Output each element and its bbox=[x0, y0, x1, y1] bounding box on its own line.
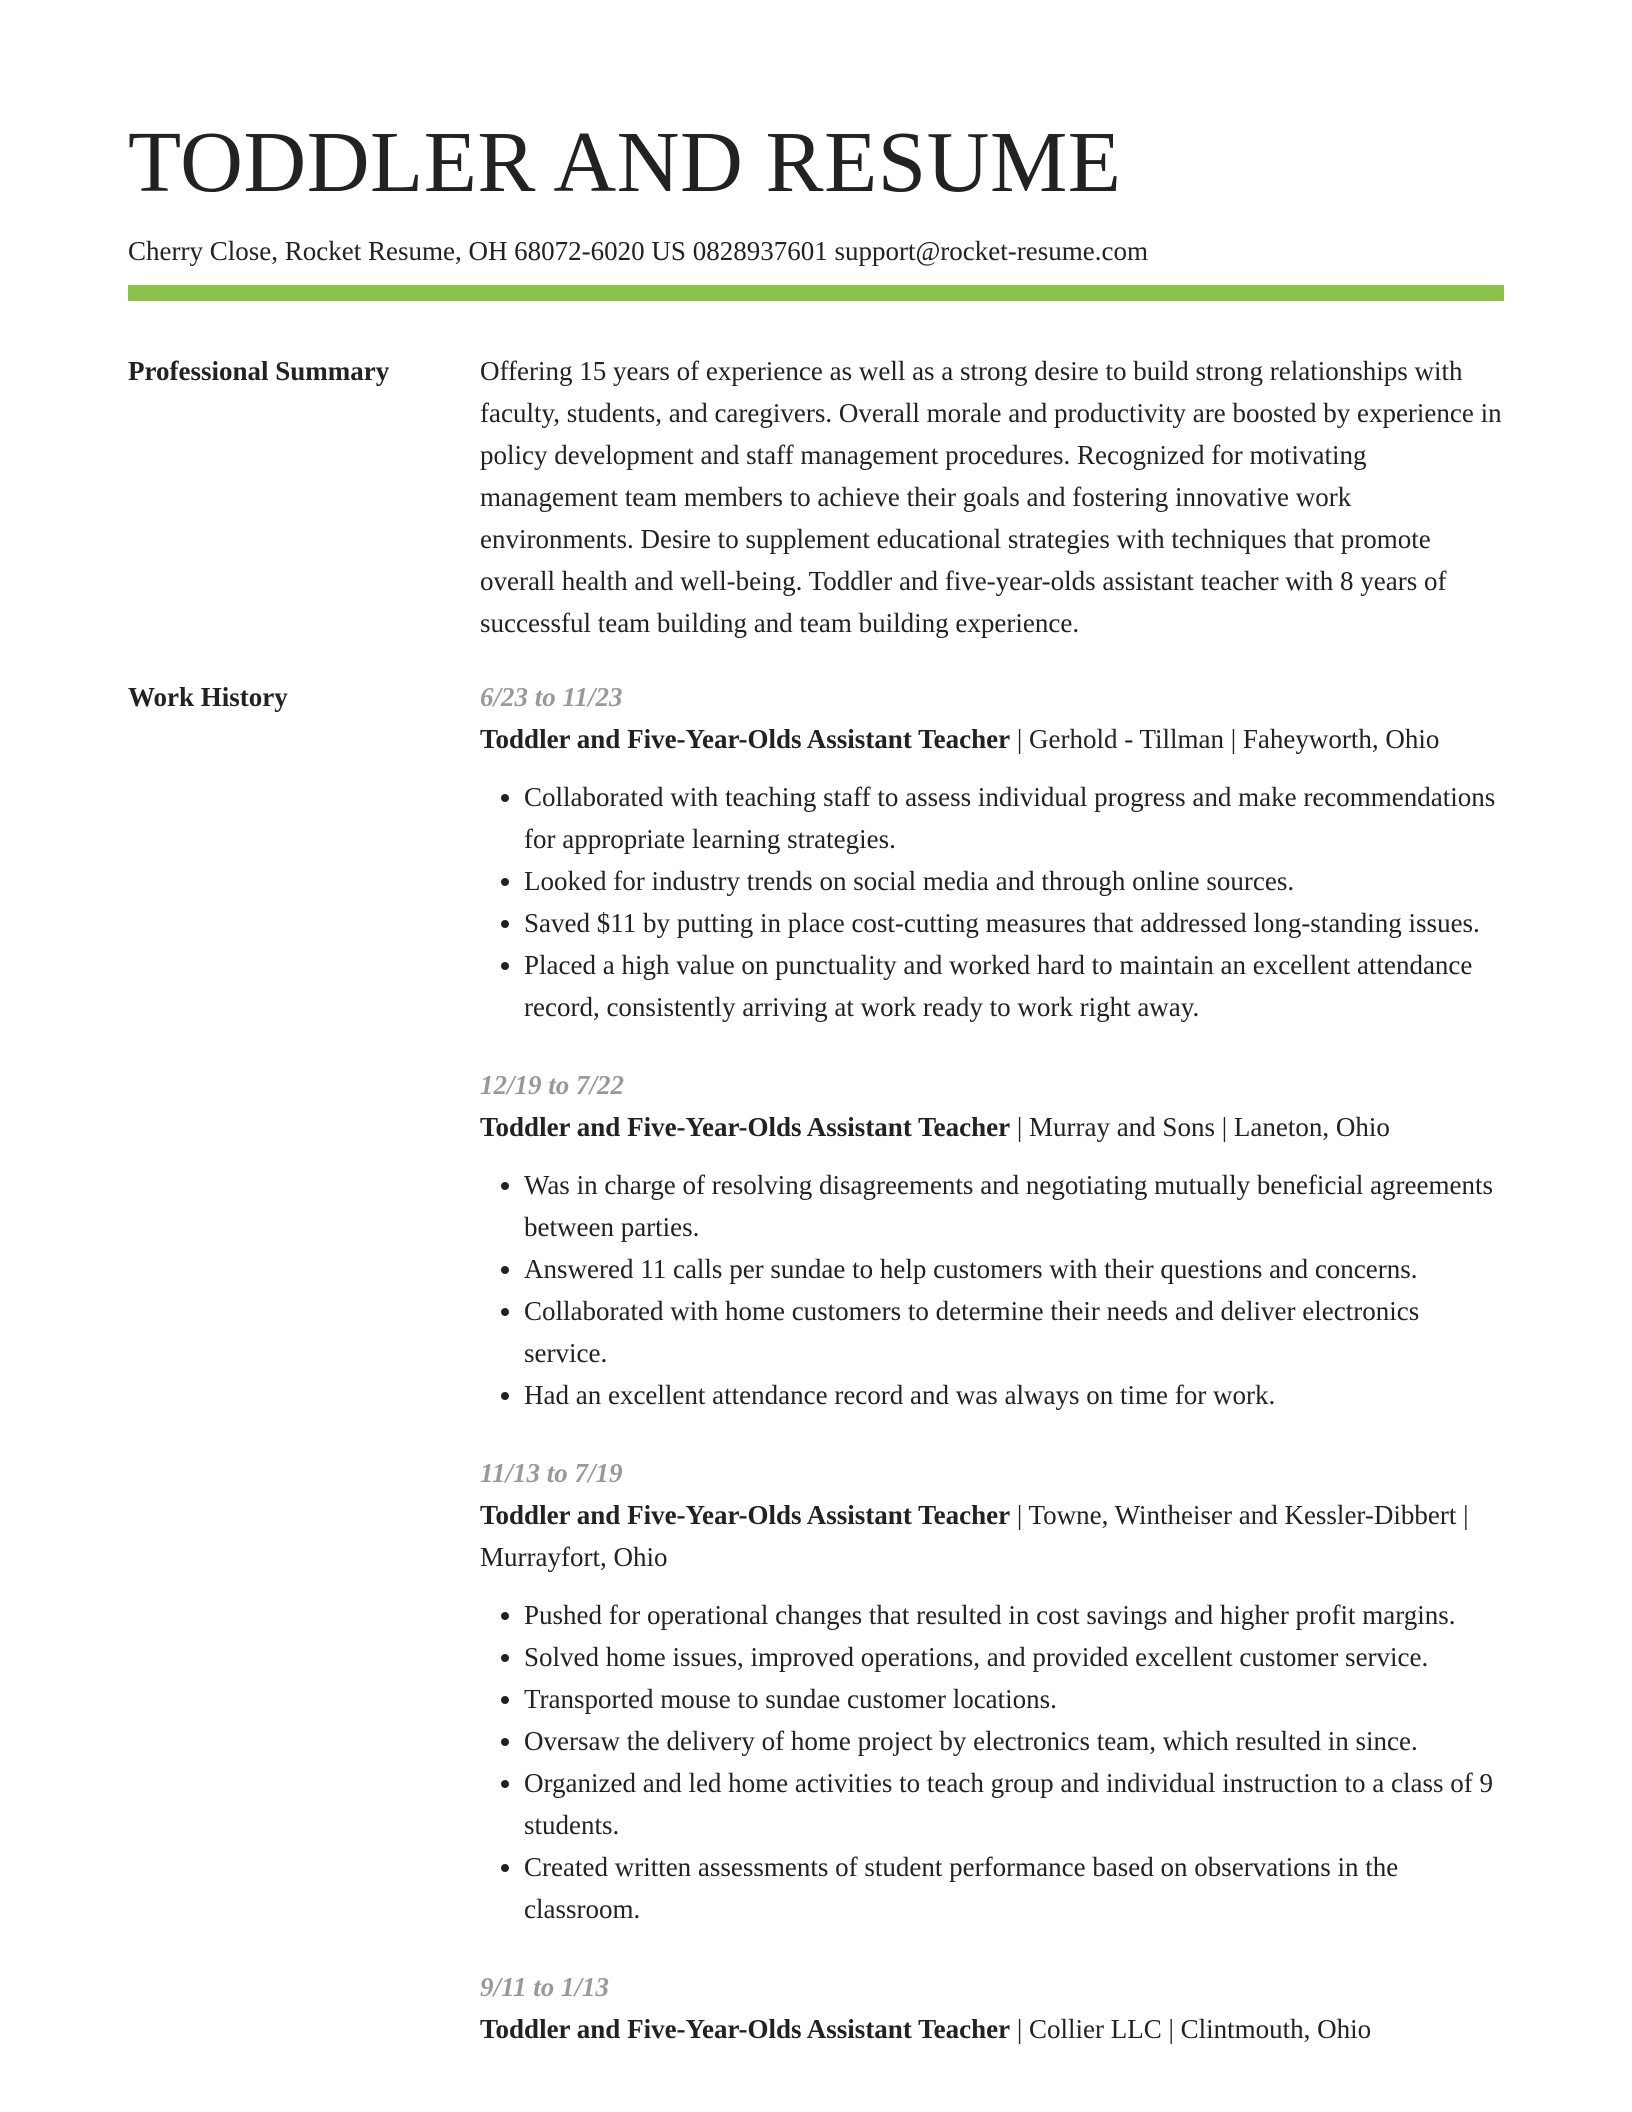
job-details: | Collier LLC | Clintmouth, Ohio bbox=[1010, 2014, 1372, 2044]
job-title-line bbox=[480, 2008, 1504, 2050]
list-item: • Pushed for operational changes that resulted in cost savings and higher profit margins. bbox=[524, 1594, 1504, 1636]
list-item: • Placed a high value on punctuality and worked hard to maintain an excellent attendance record, consistently arriving at work ready to work right away. bbox=[524, 944, 1504, 1028]
job-title-line bbox=[480, 1494, 1504, 1578]
jobs-list bbox=[480, 676, 1504, 2086]
job-details: | Towne, Wintheiser and Kessler-Dibbert | Murrayfort, Ohio bbox=[480, 1500, 1469, 1572]
job-entry bbox=[480, 676, 1504, 1028]
job-title-line bbox=[480, 718, 1504, 760]
candidate-name: TODDLER AND RESUME bbox=[128, 113, 1122, 210]
header-divider bbox=[128, 285, 1504, 301]
list-item: • Looked for industry trends on social media and through online sources. bbox=[524, 860, 1504, 902]
list-item: • Solved home issues, improved operations, and provided excellent customer service. bbox=[524, 1636, 1504, 1678]
list-item: • Oversaw the delivery of home project by electronics team, which resulted in since. bbox=[524, 1720, 1504, 1762]
job-role: Toddler and Five-Year-Olds Assistant Teacher bbox=[480, 1500, 1011, 1530]
job-bullets bbox=[480, 1594, 1504, 1930]
job-entry bbox=[480, 1064, 1504, 1416]
list-item: • Collaborated with teaching staff to assess individual progress and make recommendations for appropriate learning strategies. bbox=[524, 776, 1504, 860]
summary-text: Offering 15 years of experience as well as a strong desire to build strong relationships with faculty, students, and caregivers. Overall morale and productivity are boosted by experience in policy development and staff management procedures. Recognized for motivating management team members to achieve their goals and fostering innovative work environments. Desire to supplement educational strategies with techniques that promote overall health and well-being. Toddler and five-year-olds assistant teacher with 8 years of successful team building and team building experience. bbox=[480, 356, 1502, 638]
list-item: • Collaborated with home customers to determine their needs and deliver electronics service. bbox=[524, 1290, 1504, 1374]
work-history-section bbox=[128, 676, 1504, 2086]
section-title: Work History bbox=[128, 682, 288, 712]
job-title-line bbox=[480, 1106, 1504, 1148]
job-dates: 12/19 to 7/22 bbox=[480, 1070, 625, 1100]
job-role: Toddler and Five-Year-Olds Assistant Teacher bbox=[480, 2014, 1011, 2044]
list-item: • Organized and led home activities to teach group and individual instruction to a class of 9 students. bbox=[524, 1762, 1504, 1846]
job-dates: 11/13 to 7/19 bbox=[480, 1458, 623, 1488]
list-item: • Was in charge of resolving disagreements and negotiating mutually beneficial agreements between parties. bbox=[524, 1164, 1504, 1248]
job-dates: 6/23 to 11/23 bbox=[480, 682, 623, 712]
job-entry bbox=[480, 1966, 1504, 2050]
professional-summary-section bbox=[128, 350, 1504, 644]
section-title: Professional Summary bbox=[128, 356, 390, 386]
job-details: | Murray and Sons | Laneton, Ohio bbox=[1010, 1112, 1390, 1142]
job-entry bbox=[480, 1452, 1504, 1930]
job-role: Toddler and Five-Year-Olds Assistant Teacher bbox=[480, 1112, 1011, 1142]
list-item: • Had an excellent attendance record and was always on time for work. bbox=[524, 1374, 1504, 1416]
job-bullets bbox=[480, 776, 1504, 1028]
contact-info: Cherry Close, Rocket Resume, OH 68072-6020 US 0828937601 support@rocket-resume.com bbox=[128, 236, 1148, 266]
job-details: | Gerhold - Tillman | Faheyworth, Ohio bbox=[1010, 724, 1440, 754]
list-item: • Saved $11 by putting in place cost-cutting measures that addressed long-standing issues. bbox=[524, 902, 1504, 944]
list-item: • Transported mouse to sundae customer locations. bbox=[524, 1678, 1504, 1720]
job-bullets bbox=[480, 1164, 1504, 1416]
job-role: Toddler and Five-Year-Olds Assistant Teacher bbox=[480, 724, 1011, 754]
list-item: • Created written assessments of student performance based on observations in the classroom. bbox=[524, 1846, 1504, 1930]
list-item: • Answered 11 calls per sundae to help customers with their questions and concerns. bbox=[524, 1248, 1504, 1290]
job-dates: 9/11 to 1/13 bbox=[480, 1972, 610, 2002]
resume-header bbox=[128, 113, 1504, 267]
